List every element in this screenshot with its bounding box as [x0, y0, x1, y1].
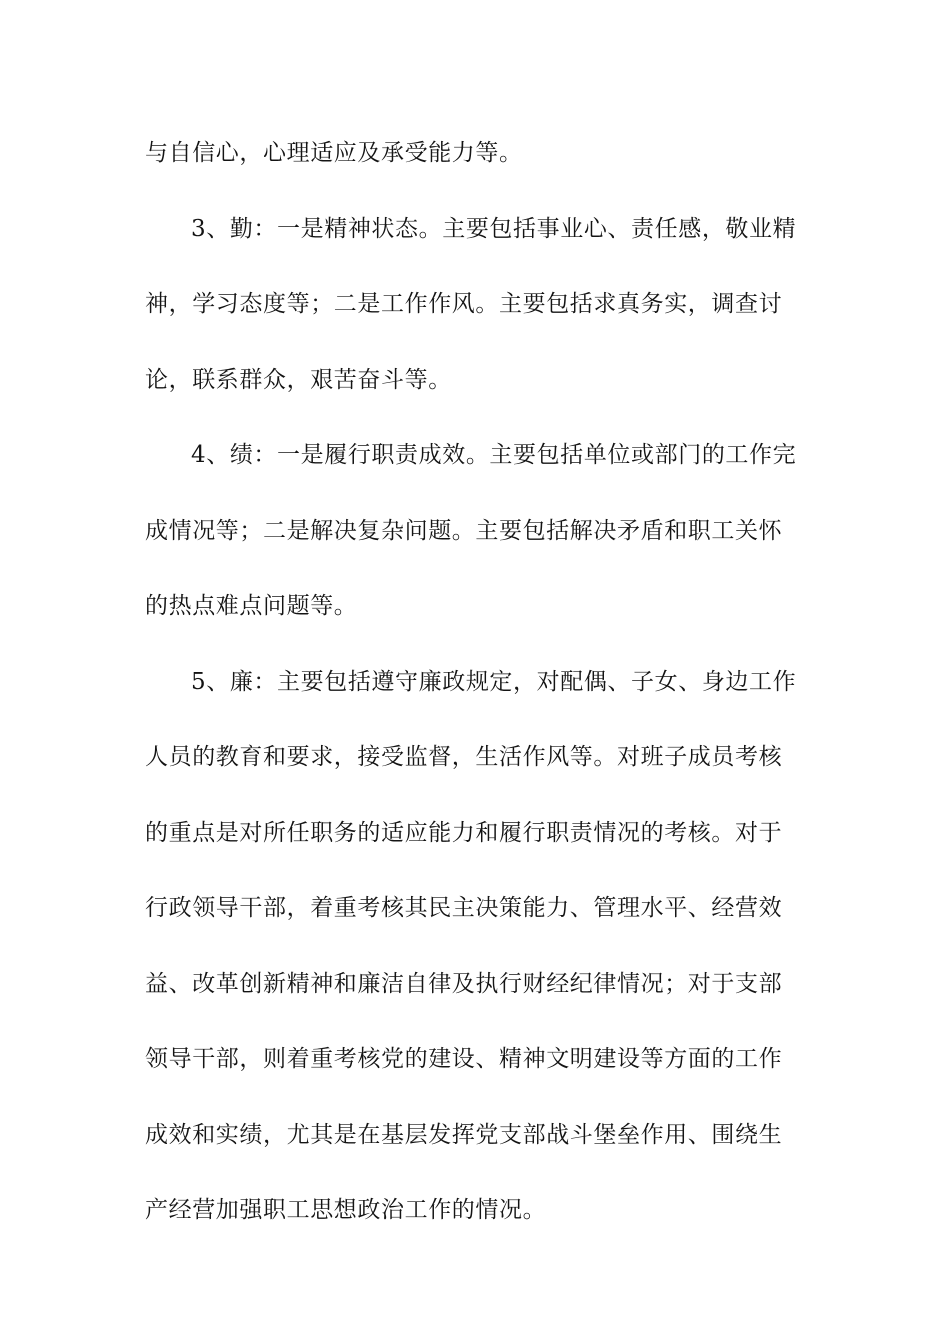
paragraph-first-line: 3、勤：一是精神状态。主要包括事业心、责任感，敬业精 [191, 215, 797, 242]
text-line: 与自信心，心理适应及承受能力等。 [145, 140, 523, 166]
text-line: 人员的教育和要求，接受监督，生活作风等。对班子成员考核 [145, 744, 783, 770]
text-line: 成效和实绩，尤其是在基层发挥党支部战斗堡垒作用、围绕生 [145, 1121, 783, 1148]
text-line: 论，联系群众，艰苦奋斗等。 [145, 366, 452, 393]
document-body [145, 128, 810, 1261]
paragraph-first-line: 5、廉：主要包括遵守廉政规定，对配偶、子女、身边工作 [191, 668, 797, 695]
text-line: 的热点难点问题等。 [145, 593, 358, 619]
text-line: 成情况等；二是解决复杂问题。主要包括解决矛盾和职工关怀 [145, 517, 783, 544]
text-line: 益、改革创新精神和廉洁自律及执行财经纪律情况；对于支部 [145, 970, 783, 997]
text-line: 领导干部，则着重考核党的建设、精神文明建设等方面的工作 [145, 1046, 783, 1072]
text-line: 产经营加强职工思想政治工作的情况。 [145, 1197, 547, 1223]
text-line: 的重点是对所任职务的适应能力和履行职责情况的考核。对于 [145, 819, 783, 846]
paragraph-first-line: 4、绩：一是履行职责成效。主要包括单位或部门的工作完 [191, 442, 797, 468]
text-line: 神，学习态度等；二是工作作风。主要包括求真务实，调查讨 [145, 291, 783, 317]
text-line: 行政领导干部，着重考核其民主决策能力、管理水平、经营效 [145, 895, 783, 921]
